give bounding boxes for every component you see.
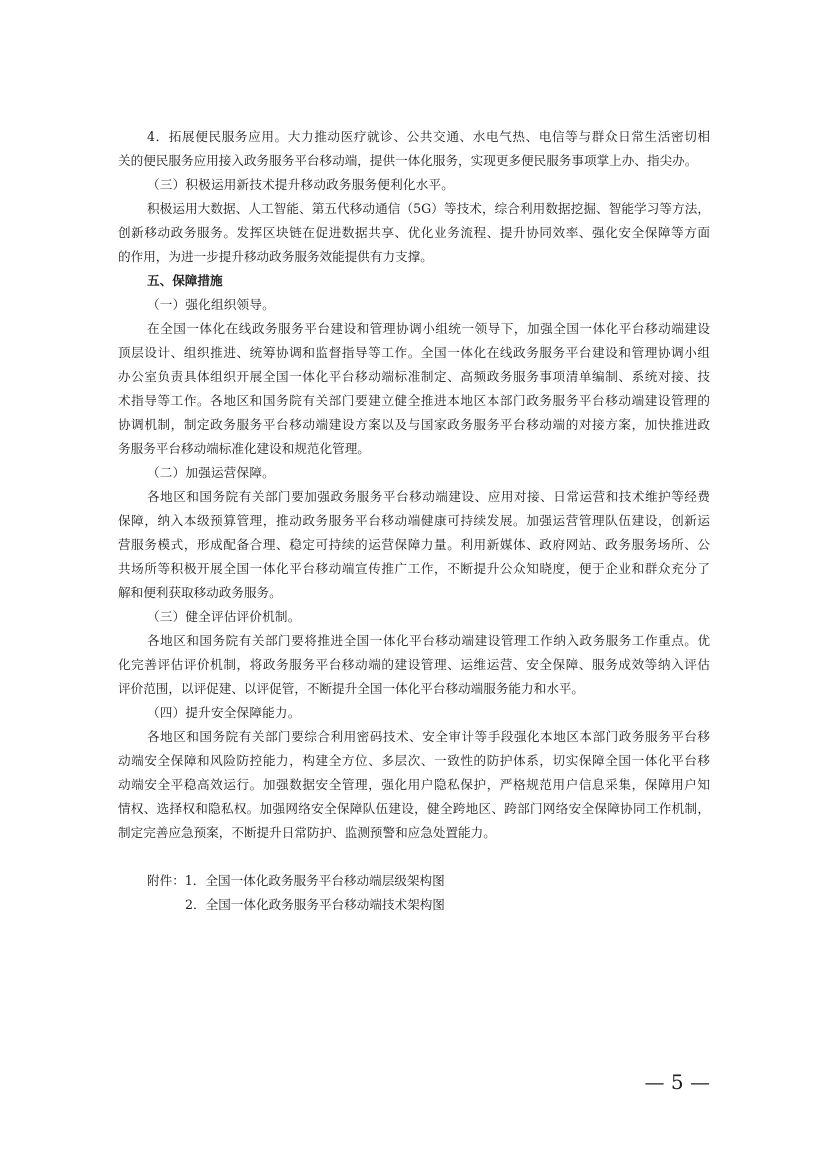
body-line: 共场所等积极开展全国一体化平台移动端宣传推广工作，不断提升公众知晓度，便于企业和群众充分了 bbox=[118, 561, 710, 576]
body-line: 制定完善应急预案，不断提升日常防护、监测预警和应急处置能力。 bbox=[118, 825, 496, 840]
para-block bbox=[118, 317, 710, 461]
attachment-item: 1．全国一体化政务服务平台移动端层级架构图 bbox=[184, 873, 445, 888]
body-line: 各地区和国务院有关部门要综合利用密码技术、安全审计等手段强化本地区本部门政务服务平台移 bbox=[147, 729, 710, 744]
body-line: 各地区和国务院有关部门要加强政务服务平台移动端建设、应用对接、日常运营和技术维护等经费 bbox=[147, 489, 710, 504]
subsection-heading: （三）健全评估评价机制。 bbox=[147, 609, 301, 624]
subsection-heading: （四）提升安全保障能力。 bbox=[147, 705, 301, 720]
body-line: 保障，纳入本级预算管理，推动政务服务平台移动端健康可持续发展。加强运营管理队伍建设，创新运 bbox=[118, 513, 710, 528]
para-block bbox=[118, 725, 710, 845]
section-heading: 五、保障措施 bbox=[147, 273, 223, 288]
heading-block bbox=[118, 269, 710, 293]
body-line: 术指导等工作。各地区和国务院有关部门要建立健全推进本地区本部门政务服务平台移动端建设管理的 bbox=[118, 393, 710, 408]
subhead-block bbox=[118, 293, 710, 317]
para-block bbox=[118, 485, 710, 605]
subsection-heading: （一）强化组织领导。 bbox=[147, 297, 275, 312]
subsection-heading: （三）积极运用新技术提升移动政务服务便利化水平。 bbox=[147, 177, 455, 192]
subsection-heading: （二）加强运营保障。 bbox=[147, 465, 275, 480]
subhead-block bbox=[118, 701, 710, 725]
body-line: 的作用，为进一步提升移动政务服务效能提供有力支撑。 bbox=[118, 249, 433, 264]
body-line: 务服务平台移动端标准化建设和规范化管理。 bbox=[118, 441, 370, 456]
body-line: 创新移动政务服务。发挥区块链在促进数据共享、优化业务流程、提升协同效率、强化安全保障等方面 bbox=[118, 225, 710, 240]
list-item-line: 4．拓展便民服务应用。大力推动医疗就诊、公共交通、水电气热、电信等与群众日常生活密切相 bbox=[147, 129, 710, 144]
para-block bbox=[118, 197, 710, 269]
document-body bbox=[118, 125, 710, 845]
body-line: 顶层设计、组织推进、统筹协调和监督指导等工作。全国一体化在线政务服务平台建设和管理协调小组 bbox=[118, 345, 710, 360]
subhead-block bbox=[118, 461, 710, 485]
attachment-row bbox=[147, 869, 707, 893]
subhead-block bbox=[118, 173, 710, 197]
body-line: 化完善评估评价机制，将政务服务平台移动端的建设管理、运维运营、安全保障、服务成效等纳入评估 bbox=[118, 657, 710, 672]
body-line: 在全国一体化在线政务服务平台建设和管理协调小组统一领导下，加强全国一体化平台移动端建设 bbox=[147, 321, 710, 336]
body-line: 办公室负责具体组织开展全国一体化平台移动端标准制定、高频政务服务事项清单编制、系统对接、技 bbox=[118, 369, 710, 384]
page-number: — 5 — bbox=[644, 1070, 710, 1094]
body-line: 营服务模式，形成配备合理、稳定可持续的运营保障力量。利用新媒体、政府网站、政务服务场所、公 bbox=[118, 537, 710, 552]
body-line: 情权、选择权和隐私权。加强网络安全保障队伍建设，健全跨地区、跨部门网络安全保障协同工作机制， bbox=[118, 801, 710, 816]
para-block bbox=[118, 629, 710, 701]
body-line: 各地区和国务院有关部门要将推进全国一体化平台移动端建设管理工作纳入政务服务工作重点。优 bbox=[147, 633, 710, 648]
body-line: 积极运用大数据、人工智能、第五代移动通信（5G）等技术，综合利用数据挖掘、智能学习等方法， bbox=[147, 201, 710, 216]
attachments-label: 附件： bbox=[147, 873, 185, 888]
body-line: 解和便利获取移动政务服务。 bbox=[118, 585, 282, 600]
body-line: 协调机制，制定政务服务平台移动端建设方案以及与国家政务服务平台移动端的对接方案，加快推进政 bbox=[118, 417, 710, 432]
body-line: 动端安全保障和风险防控能力，构建全方位、多层次、一致性的防护体系，切实保障全国一体化平台移 bbox=[118, 753, 710, 768]
attachment-item: 2．全国一体化政务服务平台移动端技术架构图 bbox=[185, 897, 445, 912]
attachments-list bbox=[147, 869, 707, 917]
body-line: 评价范围，以评促建、以评促管，不断提升全国一体化平台移动端服务能力和水平。 bbox=[118, 681, 584, 696]
attachment-row bbox=[147, 893, 707, 917]
subhead-block bbox=[118, 605, 710, 629]
body-line: 动端安全平稳高效运行。加强数据安全管理，强化用户隐私保护，严格规范用户信息采集，保障用户知 bbox=[118, 777, 710, 792]
list-item-line: 关的便民服务应用接入政务服务平台移动端，提供一体化服务，实现更多便民服务事项掌上办、指尖办。 bbox=[118, 153, 698, 168]
item-block bbox=[118, 125, 710, 173]
